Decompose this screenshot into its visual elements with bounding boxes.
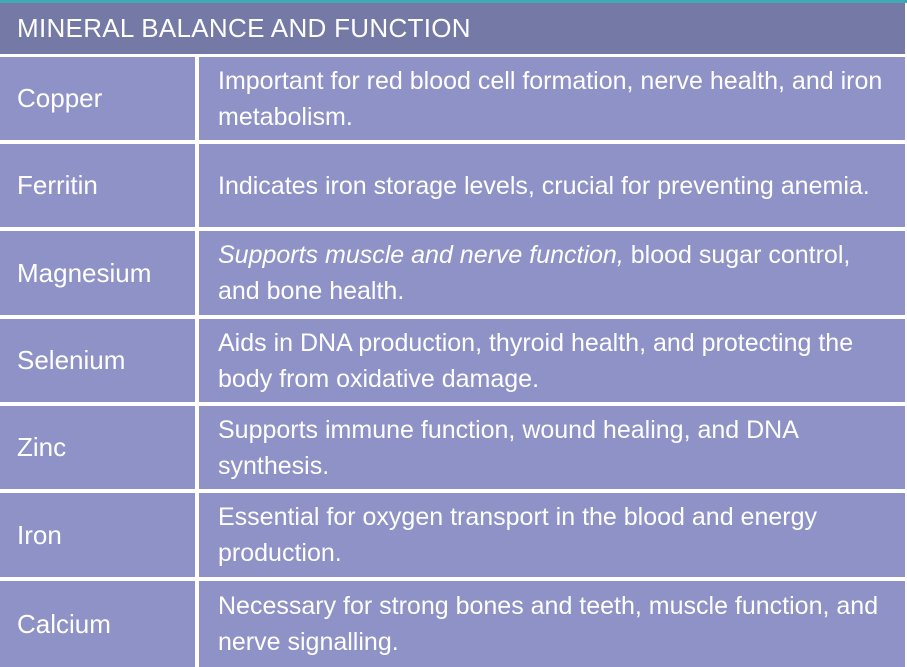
function-text: Supports immune function, wound healing, and DNA synthesis. <box>218 415 798 480</box>
mineral-function <box>199 581 905 667</box>
mineral-name: Ferritin <box>0 144 195 227</box>
mineral-name: Copper <box>0 57 195 140</box>
function-text-italic: Supports muscle and nerve function, <box>218 241 624 269</box>
mineral-function <box>199 144 905 227</box>
table-row <box>0 57 907 140</box>
function-text: Essential for oxygen transport in the blood and energy production. <box>218 503 817 567</box>
mineral-function <box>199 406 905 489</box>
mineral-name: Magnesium <box>0 231 195 315</box>
function-text: Indicates iron storage levels, crucial for preventing anemia. <box>218 171 870 200</box>
mineral-function <box>199 231 905 315</box>
function-text: Important for red blood cell formation, nerve health, and iron metabolism. <box>218 66 883 131</box>
table-row <box>0 144 907 227</box>
mineral-name: Iron <box>0 493 195 577</box>
table-title: MINERAL BALANCE AND FUNCTION <box>17 13 471 43</box>
function-text-regular: blood sugar control, and bone health. <box>218 241 851 305</box>
function-text: Aids in DNA production, thyroid health, and protecting the body from oxidative damage. <box>218 328 854 393</box>
function-text <box>218 237 893 309</box>
mineral-function <box>199 319 905 402</box>
mineral-name: Zinc <box>0 406 195 489</box>
function-text: Necessary for strong bones and teeth, muscle function, and nerve signalling. <box>218 592 879 656</box>
table-row <box>0 581 907 667</box>
table-header <box>0 3 905 54</box>
mineral-name: Selenium <box>0 319 195 402</box>
mineral-name: Calcium <box>0 581 195 667</box>
mineral-function <box>199 493 905 577</box>
table-row <box>0 493 907 577</box>
table-row <box>0 231 907 315</box>
table-row <box>0 319 907 402</box>
mineral-function <box>199 57 905 140</box>
table-row <box>0 406 907 489</box>
